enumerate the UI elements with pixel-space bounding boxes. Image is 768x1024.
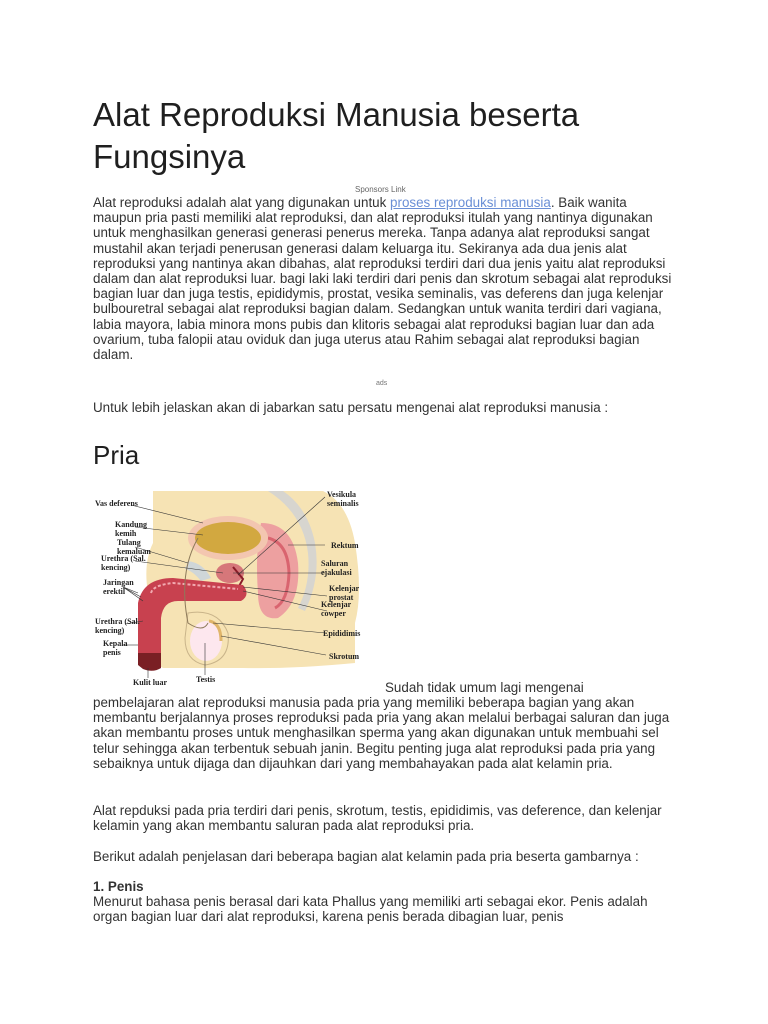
subheading-penis: 1. Penis bbox=[93, 879, 144, 894]
label-kelenjar-cowper: Kelenjar cowper bbox=[321, 600, 352, 618]
components-paragraph: Alat repduksi pada pria terdiri dari penis, skrotum, testis, epididimis, vas deference, dan kelenjar kelamin yang akan membantu saluran pada alat reproduksi pria. bbox=[93, 803, 662, 834]
label-tulang-kemaluan: Tulang kemaluan bbox=[117, 538, 151, 556]
label-urethra-lower: Urethra (Sal. kencing) bbox=[95, 617, 140, 635]
intro-text-start: Alat reproduksi adalah alat yang digunakan untuk bbox=[93, 195, 391, 210]
label-kepala-penis: Kepala penis bbox=[103, 639, 128, 657]
reproduction-process-link[interactable]: proses reproduksi manusia bbox=[390, 195, 551, 210]
section-heading-pria: Pria bbox=[93, 440, 140, 470]
label-jaringan-erektil: Jaringan erektil bbox=[103, 578, 134, 596]
pria-intro-first-line: Sudah tidak umum lagi mengenai bbox=[385, 680, 584, 695]
label-epididimis: Epididimis bbox=[323, 629, 361, 638]
page-title: Alat Reproduksi Manusia beserta Fungsinya bbox=[93, 96, 580, 175]
male-reproductive-diagram bbox=[93, 483, 388, 688]
label-saluran-ejakulasi: Saluran ejakulasi bbox=[321, 559, 352, 577]
intro-paragraph bbox=[93, 195, 673, 362]
label-rektum: Rektum bbox=[331, 541, 359, 550]
penis-paragraph: Menurut bahasa penis berasal dari kata Phallus yang memiliki arti sebagai ekor. Penis adalah organ bagian luar dari alat reproduksi, karena penis berada dibagian luar, penis bbox=[93, 894, 648, 925]
lead-in-paragraph: Untuk lebih jelaskan akan di jabarkan satu persatu mengenai alat reproduksi manusia : bbox=[93, 400, 609, 415]
label-kulit-luar: Kulit luar bbox=[133, 678, 168, 687]
sponsors-link-label: Sponsors Link bbox=[355, 185, 406, 194]
label-kelenjar-prostat: Kelenjar prostat bbox=[329, 584, 360, 602]
label-vesikula-seminalis: Vesikula seminalis bbox=[327, 490, 359, 508]
ads-label: ads bbox=[376, 380, 388, 387]
pria-paragraph: pembelajaran alat reproduksi manusia pada pria yang memiliki beberapa bagian yang akan membantu berjalannya proses reproduksi pada pria yang akan melalui berbagai saluran dan juga akan membantu proses untuk menghasilkan sperma yang akan digunakan untuk membuahi sel telur sehingga akan terbentuk sebuah janin. Begitu penting juga alat reproduksi pada pria yang sebaiknya untuk dijaga dan dijauhkan dari yang membahayakan pada alat kelamin pria. bbox=[93, 695, 670, 771]
label-urethra-upper: Urethra (Sal. kencing) bbox=[101, 554, 146, 572]
explanation-intro: Berikut adalah penjelasan dari beberapa bagian alat kelamin pada pria beserta gambarnya : bbox=[93, 849, 639, 864]
intro-text-end: . Baik wanita maupun pria pasti memiliki alat reproduksi, dan alat reproduksi itulah yang nantinya digunakan untuk menghasilkan generasi generasi penerus mereka. Tanpa adanya alat reproduksi sangat mustahil akan terjadi penerusan generasi dalam keluarga itu. Sekiranya ada dua jenis alat reproduksi yang nantinya akan dibahas, alat reproduksi terdiri dari dua jenis yaitu alat reproduksi dalam dan alat reproduksi luar. bagi laki laki terdiri dari penis dan skrotum sebagai alat reproduksi bagian luar dan juga testis, epididymis, prostat, vesika seminalis, vas deferens dan juga kelenjar bulbouretral sebagai alat reproduksi bagian dalam. Sedangkan untuk wanita terdiri dari vagiana, labia mayora, labia minora mons pubis dan klitoris sebagai alat reproduksi bagian luar dan ada ovarium, tuba falopii atau oviduk dan juga uterus atau Rahim sebagai alat reproduksi bagian dalam. bbox=[93, 195, 672, 363]
label-skrotum: Skrotum bbox=[329, 652, 360, 661]
label-vas-deferens: Vas deferens bbox=[95, 499, 138, 508]
label-kandung-kemih: Kandung kemih bbox=[115, 520, 148, 538]
label-testis: Testis bbox=[196, 675, 216, 684]
